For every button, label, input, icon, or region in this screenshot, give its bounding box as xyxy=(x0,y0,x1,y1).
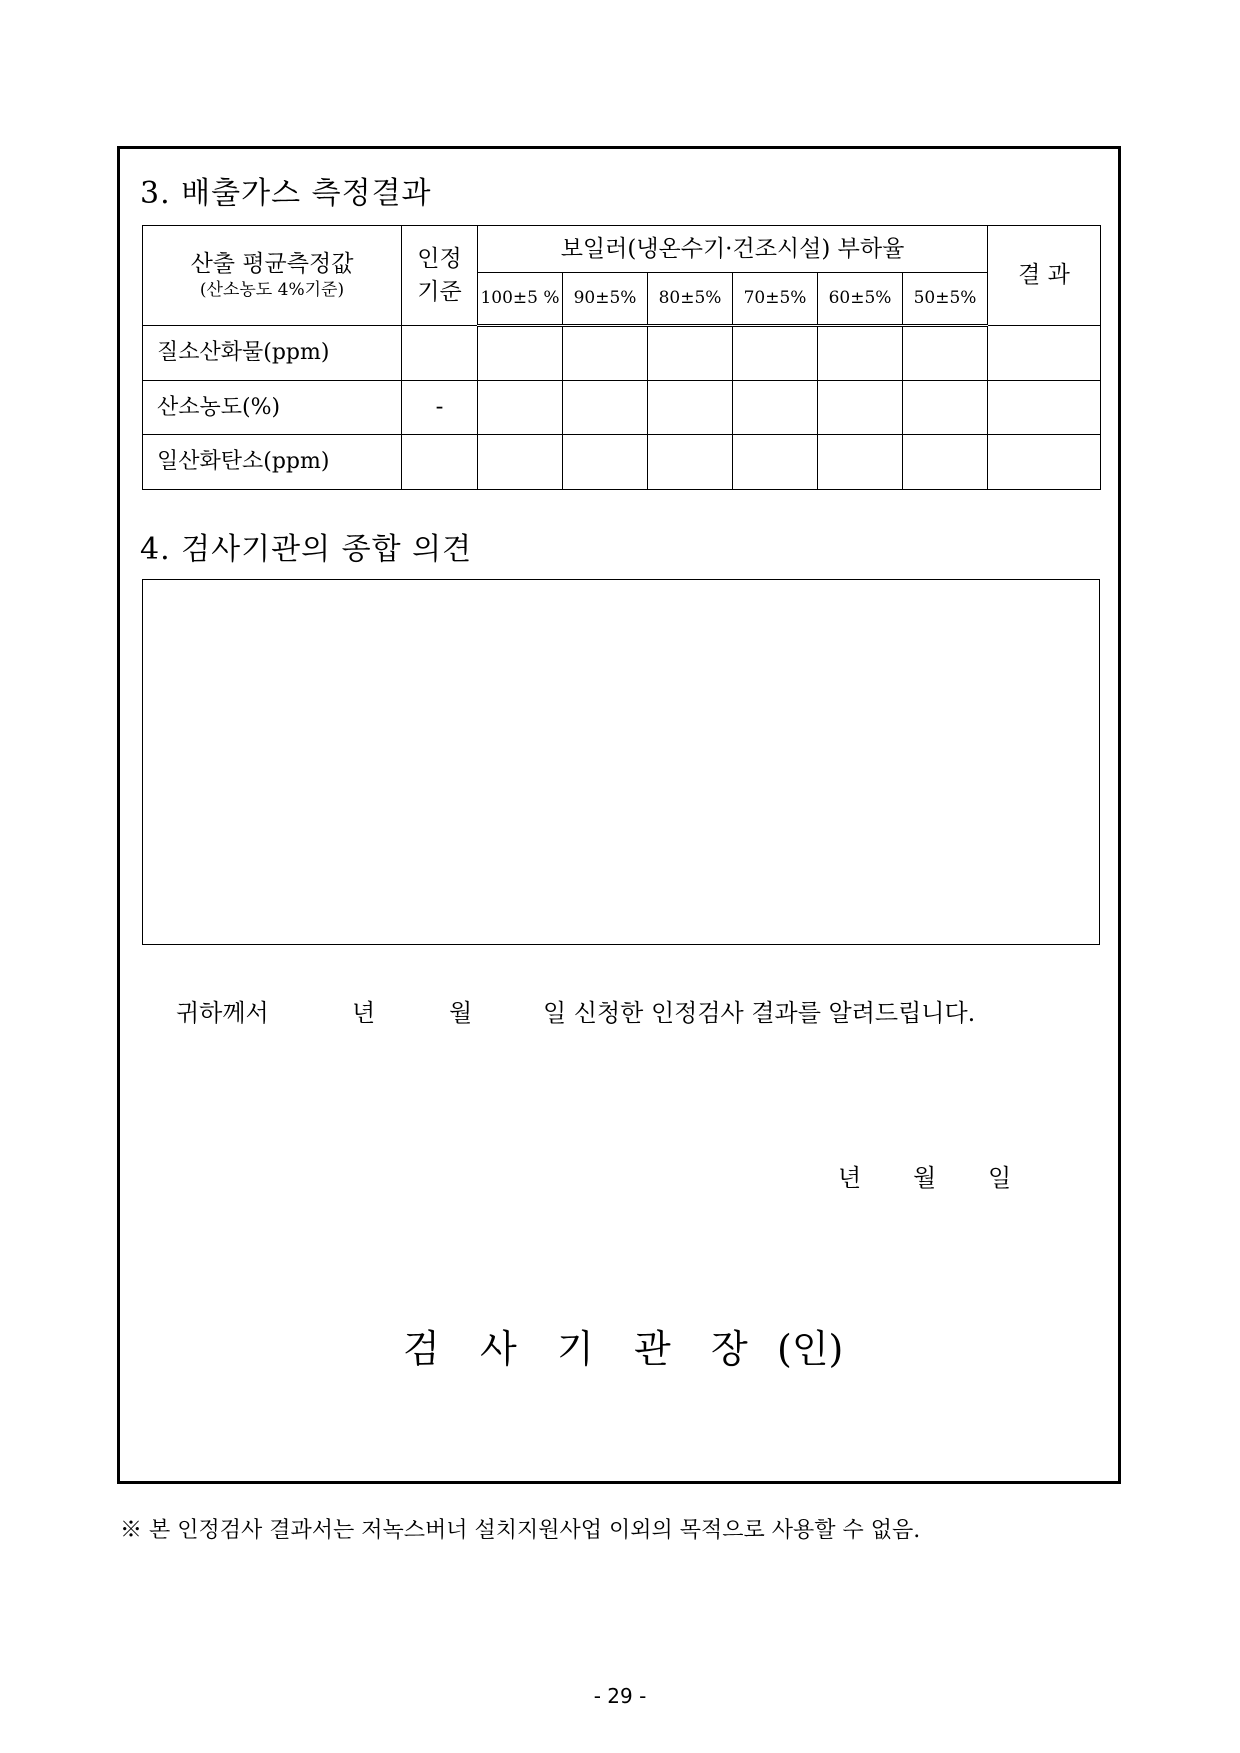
value-cell[interactable] xyxy=(563,326,648,381)
row-label: 질소산화물(ppm) xyxy=(143,326,402,381)
opinion-box[interactable] xyxy=(142,579,1100,945)
result-cell[interactable] xyxy=(988,435,1101,490)
signature-char: 장 xyxy=(711,1327,748,1371)
load-level-50: 50±5% xyxy=(903,273,988,326)
table-row-co xyxy=(143,435,1101,490)
standard-cell: - xyxy=(402,381,478,435)
result-cell[interactable] xyxy=(988,381,1101,435)
value-cell[interactable] xyxy=(903,381,988,435)
load-level-90: 90±5% xyxy=(563,273,648,326)
notice-month-label: 월 xyxy=(449,999,473,1027)
section-4-title: 4. 검사기관의 종합 의견 xyxy=(140,532,473,567)
average-measurement-header xyxy=(143,226,402,326)
notice-suffix: 일 신청한 인정검사 결과를 알려드립니다. xyxy=(543,999,976,1027)
page-number: - 29 - xyxy=(593,1684,647,1708)
average-header-line2: (산소농도 4%기준) xyxy=(199,279,345,300)
standard-header-line2: 기준 xyxy=(417,278,462,305)
value-cell[interactable] xyxy=(478,326,563,381)
value-cell[interactable] xyxy=(733,326,818,381)
value-cell[interactable] xyxy=(818,435,903,490)
issue-year-label: 년 xyxy=(838,1164,862,1192)
average-header-line1: 산출 평균측정값 xyxy=(190,250,354,277)
notice-year-label: 년 xyxy=(352,999,376,1027)
load-level-100: 100±5 % xyxy=(478,273,563,326)
value-cell[interactable] xyxy=(478,435,563,490)
value-cell[interactable] xyxy=(903,435,988,490)
result-cell[interactable] xyxy=(988,326,1101,381)
load-rate-header: 보일러(냉온수기·건조시설) 부하율 xyxy=(478,226,988,273)
table-row-nox xyxy=(143,326,1101,381)
standard-header-line1: 인정 xyxy=(417,246,462,273)
seal-mark: (인) xyxy=(777,1327,844,1371)
signature-char: 기 xyxy=(557,1327,594,1371)
signature-char: 관 xyxy=(634,1327,671,1371)
load-level-60: 60±5% xyxy=(818,273,903,326)
section-3-title: 3. 배출가스 측정결과 xyxy=(140,176,432,211)
footnote: ※ 본 인정검사 결과서는 저녹스버너 설치지원사업 이외의 목적으로 사용할 수 없음. xyxy=(120,1518,921,1543)
signature-char: 사 xyxy=(480,1327,517,1371)
value-cell[interactable] xyxy=(478,381,563,435)
value-cell[interactable] xyxy=(818,326,903,381)
standard-cell[interactable] xyxy=(402,435,478,490)
table-row-oxygen xyxy=(143,381,1101,435)
issue-day-label: 일 xyxy=(988,1164,1012,1192)
value-cell[interactable] xyxy=(733,381,818,435)
value-cell[interactable] xyxy=(648,435,733,490)
value-cell[interactable] xyxy=(733,435,818,490)
standard-header xyxy=(402,226,478,326)
row-label: 일산화탄소(ppm) xyxy=(143,435,402,490)
row-label: 산소농도(%) xyxy=(143,381,402,435)
value-cell[interactable] xyxy=(648,381,733,435)
value-cell[interactable] xyxy=(563,381,648,435)
value-cell[interactable] xyxy=(903,326,988,381)
load-level-80: 80±5% xyxy=(648,273,733,326)
standard-cell[interactable] xyxy=(402,326,478,381)
load-level-70: 70±5% xyxy=(733,273,818,326)
value-cell[interactable] xyxy=(648,326,733,381)
value-cell[interactable] xyxy=(563,435,648,490)
signature-char: 검 xyxy=(403,1327,440,1371)
issue-month-label: 월 xyxy=(913,1164,937,1192)
emission-measurement-table xyxy=(142,225,1101,490)
result-header: 결 과 xyxy=(988,226,1101,326)
value-cell[interactable] xyxy=(818,381,903,435)
notice-prefix: 귀하께서 xyxy=(176,999,269,1027)
